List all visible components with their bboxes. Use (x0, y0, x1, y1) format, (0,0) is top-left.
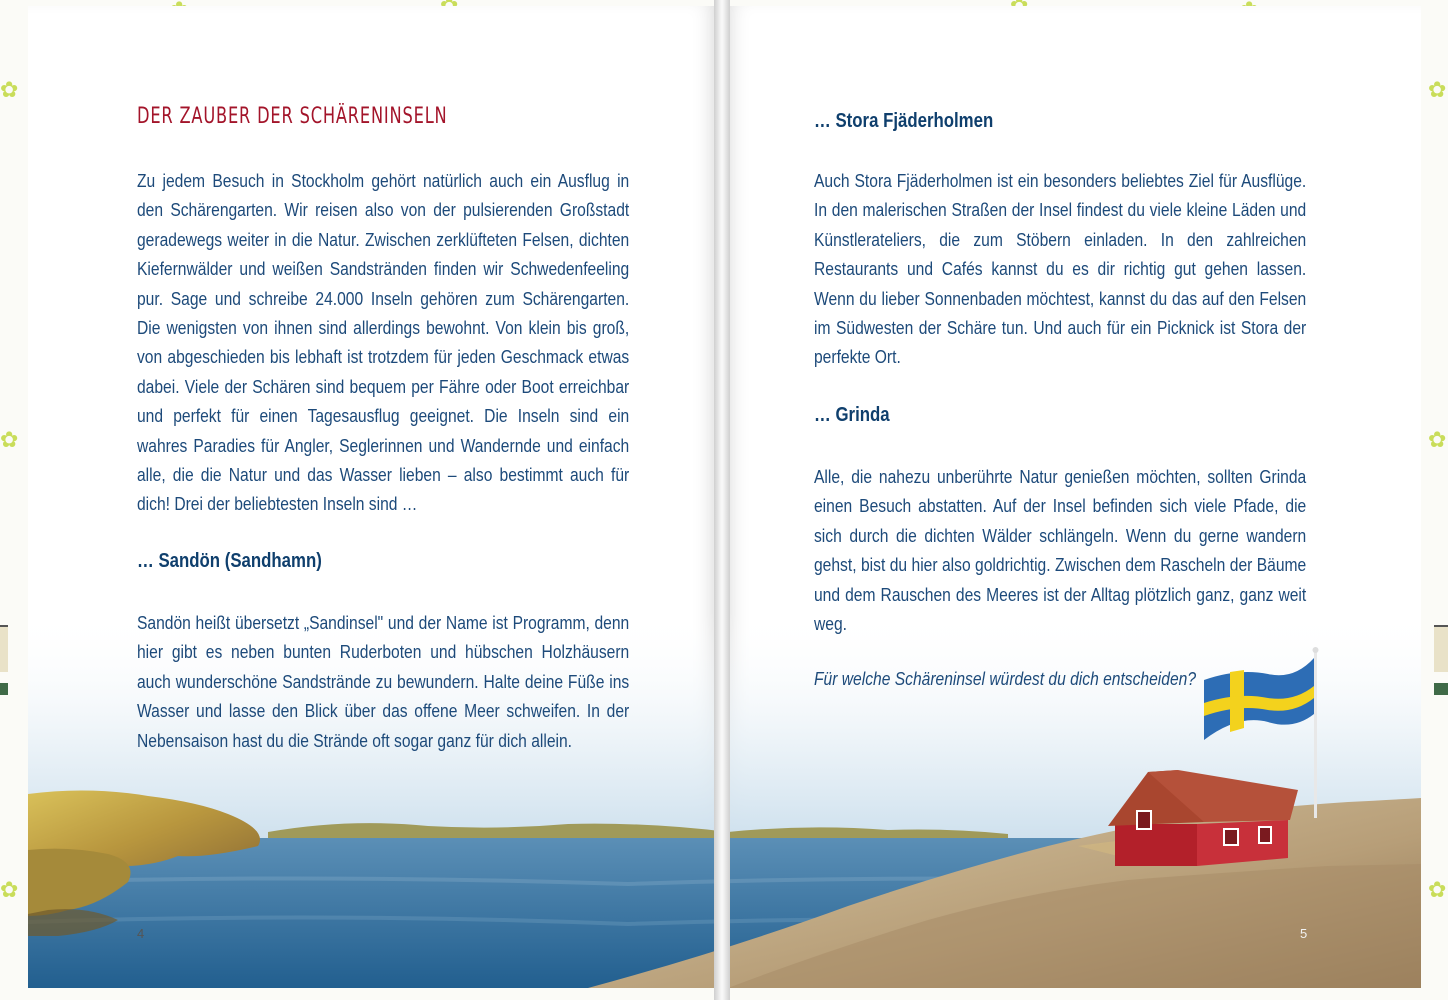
section-text-sandoen: Sandön heißt übersetzt „Sandinsel" und der Name ist Programm, denn hier gibt es neben bunten Ruderboten und hübschen Holzhäusern auch wunderschöne Sandstrände zu bewundern. Halte deine Füße ins Wasser und lasse den Blick über das offene Meer schweifen. In der Nebensaison hast du die Strände oft sogar ganz für dich allein. (137, 612, 630, 751)
flower-pattern-icon: ✿ (1428, 428, 1447, 453)
section-title-grinda: … Grinda (814, 404, 890, 426)
intro-paragraph: Zu jedem Besuch in Stockholm gehört natürlich auch ein Ausflug in den Schärengarten. Wir reisen also von der pulsierenden Großstadt geradewegs weiter in die Natur. Zwischen zerklüfteten Felsen, dichten Kiefernwälder und weißen Sandstränden finden wir Schwedenfeeling pur. Sage und schreibe 24.000 Inseln gehören zum Schärengarten. Die wenigsten von ihnen sind allerdings bewohnt. Von klein bis groß, von abgeschieden bis lebhaft ist trotzdem für jeden Geschmack etwas dabei. Viele der Schären sind bequem per Fähre oder Boot erreichbar und perfekt für einen Tagesausflug geeignet. Die Inseln sind ein wahres Paradies für Angler, Seglerinnen und Wandernde und einfach alle, die die Natur und das Wasser lieben – also bestimmt auch für dich! Drei der beliebtesten Inseln sind … (137, 170, 630, 515)
page-number-left: 4 (137, 926, 145, 941)
closing-question: Für welche Schäreninsel würdest du dich entscheiden? (814, 668, 1197, 689)
page-heading: DER ZAUBER DER SCHÄRENINSELN (137, 104, 448, 129)
edge-tab-left (0, 625, 8, 672)
section-text-grinda: Alle, die nahezu unberührte Natur genießen möchten, sollten Grinda einen Besuch abstatten. Auf der Insel befinden sich viele Pfade, die sich durch die dichten Wälder schlängeln. Wenn du gerne wandern gehst, bist du hier also goldrichtig. Zwischen dem Rascheln der Bäume und dem Rauschen des Meeres ist der Alltag plötzlich ganz, ganz weit weg. (814, 466, 1307, 635)
flower-pattern-icon: ✿ (0, 428, 19, 453)
book-gutter (714, 0, 730, 1000)
section-title-sandoen: … Sandön (Sandhamn) (137, 550, 322, 572)
section-text-stora-fjaederholmen: Auch Stora Fjäderholmen ist ein besonders beliebtes Ziel für Ausflüge. In den malerischen Straßen der Insel findest du viele kleine Läden und Künstlerateliers, die zum Stöbern einladen. In den zahlreichen Restaurants und Cafés kannst du es dir richtig gut gehen lassen. Wenn du lieber Sonnenbaden möchtest, kannst du das auf den Felsen im Südwesten der Schäre tun. Und auch für ein Picknick ist Stora der perfekte Ort. (814, 170, 1307, 368)
flower-pattern-icon: ✿ (0, 878, 19, 903)
edge-tab-right (1434, 625, 1448, 672)
flower-pattern-icon: ✿ (0, 78, 19, 103)
page-number-right: 5 (1300, 926, 1308, 941)
flower-pattern-icon: ✿ (1428, 78, 1447, 103)
edge-tab-right-green (1434, 683, 1448, 695)
edge-tab-left-green (0, 683, 8, 695)
section-title-stora-fjaederholmen: … Stora Fjäderholmen (814, 110, 994, 132)
flower-pattern-icon: ✿ (1428, 878, 1447, 903)
